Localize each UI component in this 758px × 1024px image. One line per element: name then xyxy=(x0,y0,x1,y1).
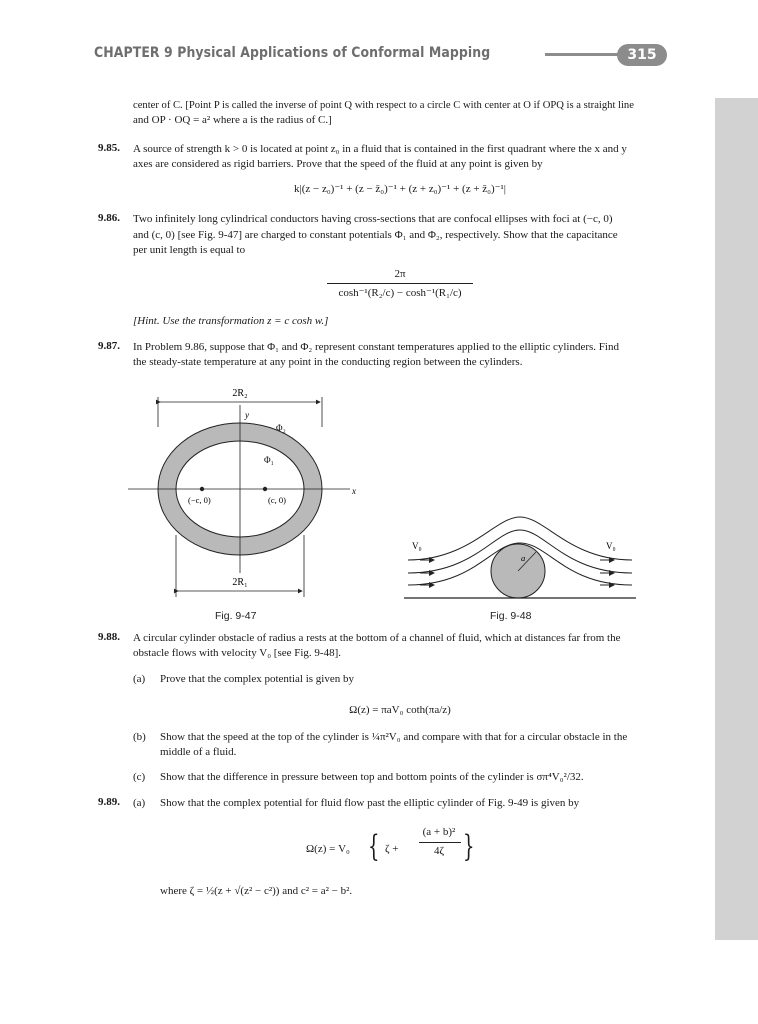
focus-negative xyxy=(200,487,204,491)
p986-line-1: Two infinitely long cylindrical conductors having cross-sections that are confocal ellipses with foci at (−c, 0) xyxy=(133,213,613,225)
p987-line-1: In Problem 9.86, suppose that Φ₁ and Φ₂ represent constant temperatures applied to the elliptic cylinders. Find xyxy=(133,341,619,353)
p988-a-text: Prove that the complex potential is given by xyxy=(160,673,354,685)
label-x-axis: x xyxy=(352,486,356,496)
label-pos-focus: (c, 0) xyxy=(268,495,286,505)
label-phi2: Φ₂ xyxy=(276,423,286,433)
p989-right-brace: } xyxy=(463,829,475,864)
problem-number-9-86: 9.86. xyxy=(98,212,120,224)
p986-line-2: and (c, 0) [see Fig. 9-47] are charged to constant potentials Φ₁ and Φ₂, respectively. Show that the capacitance xyxy=(133,229,618,241)
page-number-badge: 315 xyxy=(617,44,667,66)
label-2r2: 2R₂ xyxy=(232,388,248,399)
p988-a-equation: Ω(z) = πaV₀ coth(πa/z) xyxy=(349,704,451,716)
p986-hint: [Hint. Use the transformation z = c cosh w.] xyxy=(133,315,329,327)
label-2r1: 2R₁ xyxy=(232,577,248,588)
p986-eq-numerator: 2π xyxy=(394,268,406,280)
label-v0-right: V₀ xyxy=(606,541,616,551)
intro-line-2: and OP · OQ = a² where a is the radius of C.] xyxy=(133,114,332,126)
p989-eq-zeta: ζ + xyxy=(385,843,399,855)
p988-b-label: (b) xyxy=(133,731,146,743)
p988-b-line-2: middle of a fluid. xyxy=(160,746,237,758)
chapter-header-title: CHAPTER 9 Physical Applications of Conformal Mapping xyxy=(94,45,491,61)
problem-number-9-88: 9.88. xyxy=(98,631,120,643)
p985-line-2: axes are considered as rigid barriers. Prove that the speed of the fluid at any point is given by xyxy=(133,158,543,170)
side-thumb-tab xyxy=(715,98,758,940)
p986-eq-denominator: cosh⁻¹(R₂/c) − cosh⁻¹(R₁/c) xyxy=(338,287,462,299)
p988-line-1: A circular cylinder obstacle of radius a rests at the bottom of a channel of fluid, which at distances far from the xyxy=(133,632,621,644)
p988-c-label: (c) xyxy=(133,771,146,783)
p986-line-3: per unit length is equal to xyxy=(133,244,246,256)
p989-left-brace: { xyxy=(368,829,380,864)
p989-a-label: (a) xyxy=(133,797,146,809)
problem-number-9-85: 9.85. xyxy=(98,142,120,154)
p989-fraction-bar xyxy=(419,842,461,843)
p988-b-line-1: Show that the speed at the top of the cylinder is ¼π²V₀ and compare with that for a circular obstacle in the xyxy=(160,731,628,743)
p989-a-text: Show that the complex potential for fluid flow past the elliptic cylinder of Fig. 9-49 is given by xyxy=(160,797,580,809)
p987-line-2: the steady-state temperature at any point in the conducting region between the cylinders. xyxy=(133,356,523,368)
focus-positive xyxy=(263,487,267,491)
fig-9-48-caption: Fig. 9-48 xyxy=(490,610,532,622)
fig-9-47-caption: Fig. 9-47 xyxy=(215,610,257,622)
p986-fraction-bar xyxy=(327,283,473,284)
p989-eq-numerator: (a + b)² xyxy=(422,826,456,838)
figure-9-48 xyxy=(400,505,640,605)
label-a: a xyxy=(521,553,526,563)
label-v0-left: V₀ xyxy=(412,541,422,551)
p988-line-2: obstacle flows with velocity V₀ [see Fig. 9-48]. xyxy=(133,647,342,659)
intro-line-1: center of C. [Point P is called the inverse of point Q with respect to a circle C with center at O if OPQ is a straight line xyxy=(133,100,634,111)
p985-line-1: A source of strength k > 0 is located at point z₀ in a fluid that is contained in the first quadrant where the x and y xyxy=(133,143,627,155)
label-neg-focus: (−c, 0) xyxy=(188,495,211,505)
label-phi1: Φ₁ xyxy=(264,455,274,465)
label-y-axis: y xyxy=(245,410,249,420)
p989-eq-lhs: Ω(z) = V₀ xyxy=(306,843,350,855)
p989-eq-denominator: 4ζ xyxy=(433,845,445,857)
p989-where: where ζ = ½(z + √(z² − c²)) and c² = a² − b². xyxy=(160,885,353,897)
figure-9-47 xyxy=(110,385,370,605)
problem-number-9-87: 9.87. xyxy=(98,340,120,352)
problem-number-9-89: 9.89. xyxy=(98,796,120,808)
p985-equation: k|(z − z₀)⁻¹ + (z − z̄₀)⁻¹ + (z + z₀)⁻¹ + (z + z̄₀)⁻¹| xyxy=(294,183,506,195)
p988-a-label: (a) xyxy=(133,673,146,685)
p988-c-text: Show that the difference in pressure between top and bottom points of the cylinder is σπ⁴V₀²/32. xyxy=(160,771,584,783)
